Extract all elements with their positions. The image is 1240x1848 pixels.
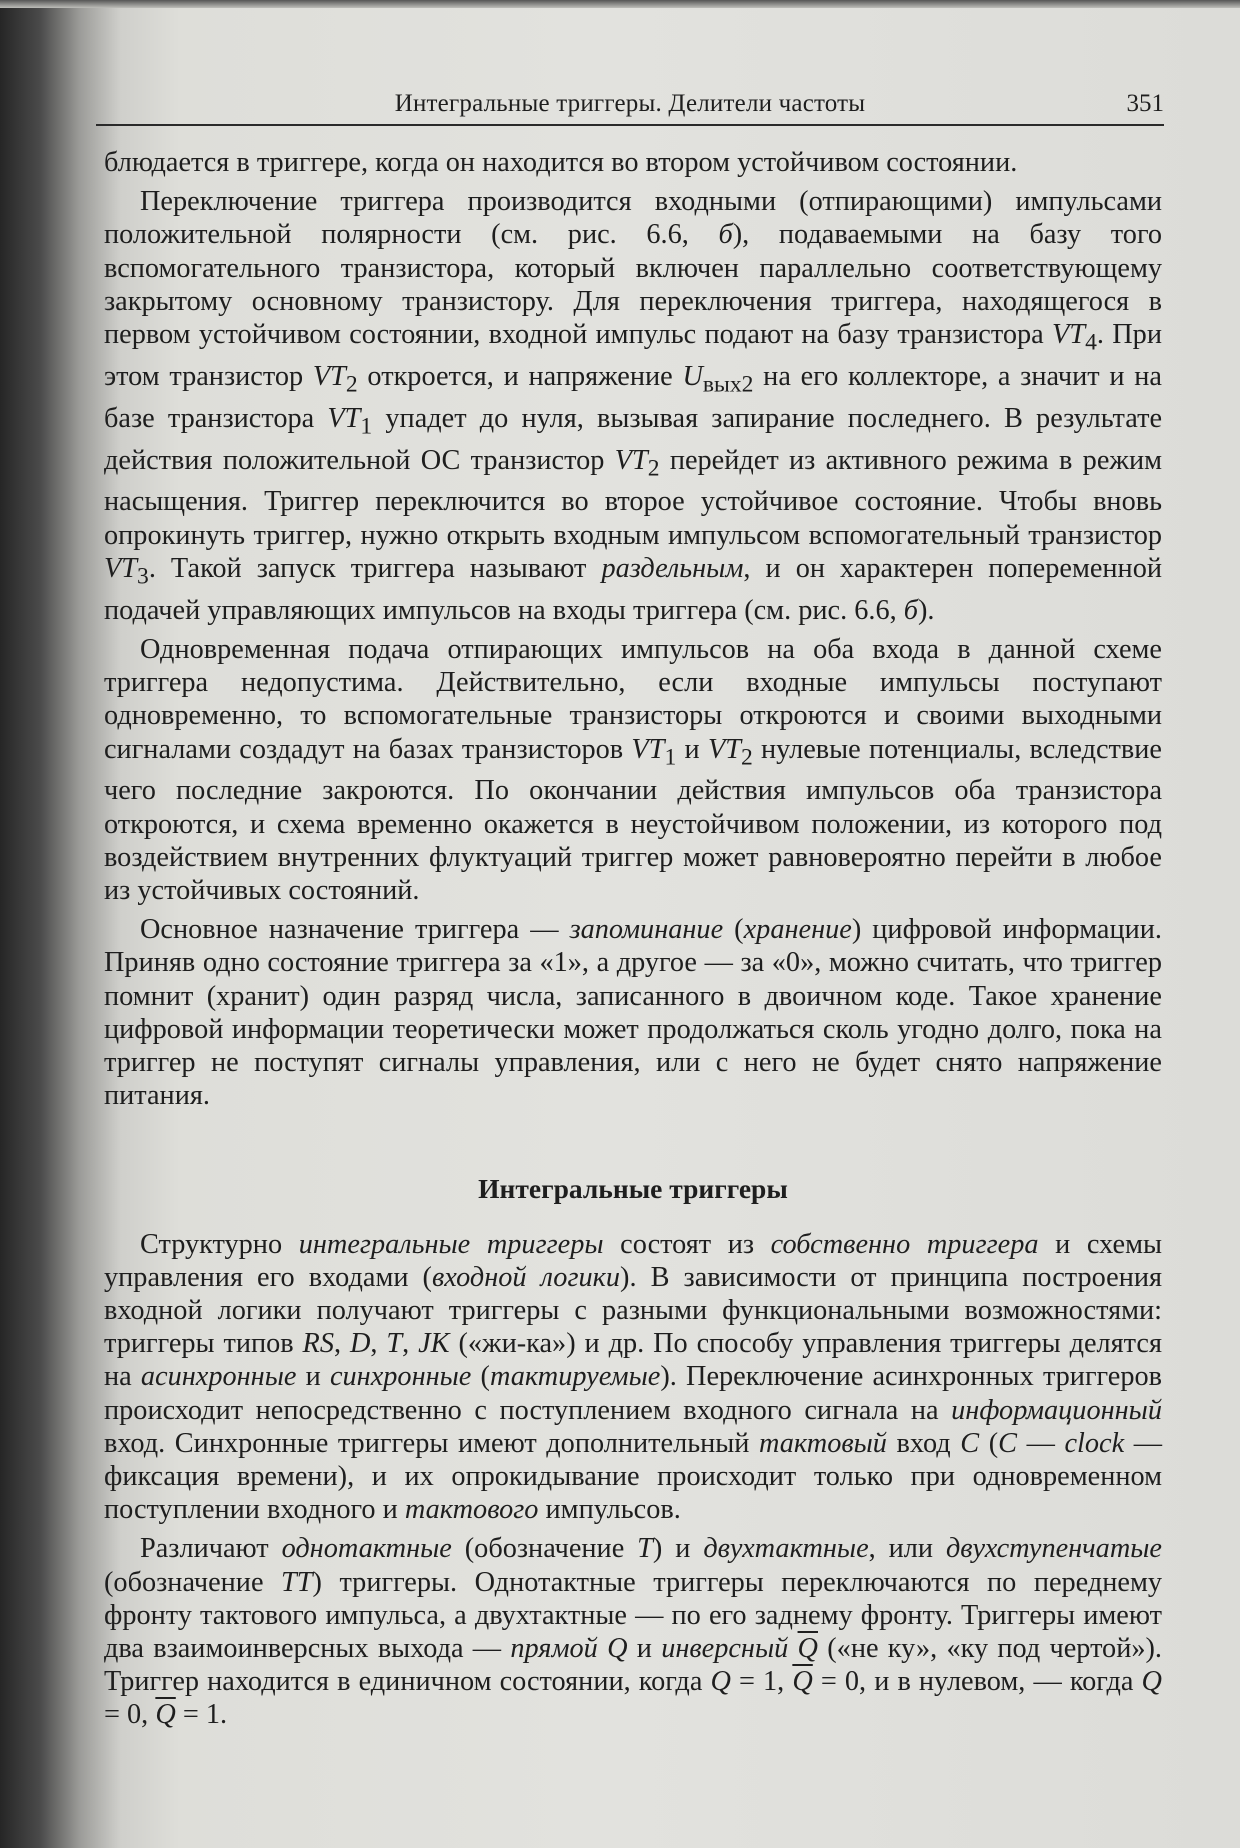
paragraph-p4: Основное назначение триггера — запоминание (хранение) цифровой информации. Приняв одно состояние триггера за «1», а другое — за «0», можно считать, что триггер помнит (хранит) один разряд числа, записанного в двоичном коде. Такое хранение цифровой информации теоретически может продолжаться сколь угодно долго, пока на триггер не поступят сигналы управления, или с него не будет снято напряжение питания.	[104, 914, 1162, 1112]
running-title: Интегральные триггеры. Делители частоты	[394, 90, 866, 117]
page-body	[104, 146, 1162, 1732]
page-number: 351	[1126, 90, 1164, 117]
paragraph-group-after-heading	[104, 1228, 1162, 1732]
paragraph-p3: Одновременная подача отпирающих импульсов на оба входа в данной схеме триггера недопустима. Действительно, если входные импульсы поступают одновременно, то вспомогательные транзисторы откроются и своими выходными сигналами создадут на базах транзисторов $VT_1$ и $VT_2$ нулевые потенциалы, вследствие чего последние закроются. По окончании действия импульсов оба транзистора откроются, и схема временно окажется в неустойчивом положении, из которого под воздействием внутренних флуктуаций триггер может равновероятно перейти в любое из устойчивых состояний.	[104, 633, 1162, 906]
page-header	[96, 88, 1164, 126]
paragraph-p2: Переключение триггера производится входными (отпирающими) импульсами положительной полярности (см. рис. 6.6, б), подаваемыми на базу того вспомогательного транзистора, который включен параллельно соответствующему закрытому основному транзистору. Для переключения триггера, находящегося в первом устойчивом состоянии, входной импульс подают на базу транзистора $VT_4$. При этом транзистор $VT_2$ откроется, и напряжение $U_{вых2}$ на его коллекторе, а значит и на базе транзистора $VT_1$ упадет до нуля, вызывая запирание последнего. В результате действия положительной ОС транзистор $VT_2$ перейдет из активного режима в режим насыщения. Триггер переключится во второе устойчивое состояние. Чтобы вновь опрокинуть триггер, нужно открыть входным импульсом вспомогательный транзистор $VT_3$. Такой запуск триггера называют раздельным, и он характерен попеременной подачей управляющих импульсов на входы триггера (см. рис. 6.6, б).	[104, 186, 1162, 626]
paragraph-p5: Структурно интегральные триггеры состоят из собственно триггера и схемы управления его входами (входной логики). В зависимости от принципа построения входной логики получают триггеры с разными функциональными возможностями: триггеры типов RS, D, T, JK («жи-ка») и др. По способу управления триггеры делятся на асинхронные и синхронные (тактируемые). Переключение асинхронных триггеров происходит непосредственно с поступлением входного сигнала на информационный вход. Синхронные триггеры имеют дополнительный тактовый вход С (С — clock — фиксация времени), и их опрокидывание происходит только при одновременном поступлении входного и тактового импульсов.	[104, 1228, 1163, 1526]
section-heading: Интегральные триггеры	[478, 1173, 788, 1205]
paragraph-group-before-heading	[104, 146, 1162, 1112]
paragraph-p6: Различают однотактные (обозначение Т) и двухтактные, или двухступенчатые (обозначение ТТ) триггеры. Однотактные триггеры переключаются по переднему фронту тактового импульса, а двухтактные — по его заднему фронту. Триггеры имеют два взаимоинверсных выхода — прямой Q и инверсный $\overline{Q}$ («не ку», «ку под чертой»). Триггер находится в единичном состоянии, когда Q = 1, $\overline{Q} = 0$, и в нулевом, — когда Q = 0, $\overline{Q} = 1$.	[104, 1533, 1163, 1731]
paragraph-p1: блюдается в триггере, когда он находится во втором устойчивом состоянии.	[104, 147, 1018, 178]
scan-top-edge	[0, 0, 1240, 8]
scan-artifact	[100, 1780, 110, 1790]
